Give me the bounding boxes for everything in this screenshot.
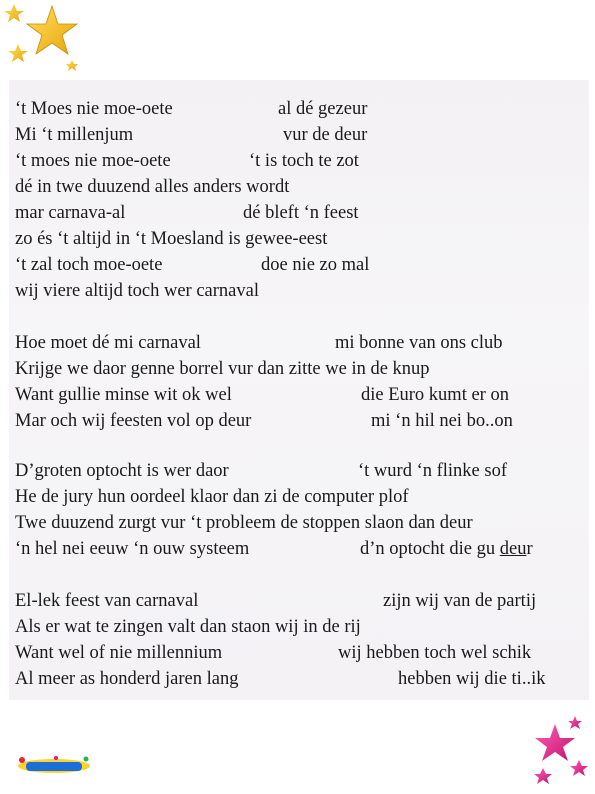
lyric-text: Mar och wij feesten vol op deur <box>15 411 252 431</box>
lyric-line <box>15 148 585 174</box>
lyric-line <box>15 200 585 226</box>
lyric-line <box>15 458 585 484</box>
lyric-text: ‘t zal toch moe-oete <box>15 255 163 275</box>
lyric-text-right: zijn wij van de partij <box>383 591 537 611</box>
pink-star-small <box>534 768 552 784</box>
lyric-text: Krijge we daor genne borrel vur dan zitte we in de knup <box>15 359 430 379</box>
lyric-text: Want wel of nie millennium <box>15 643 223 663</box>
lyric-text-right: vur de deur <box>283 125 368 145</box>
lyric-line <box>15 640 585 666</box>
lyric-line <box>15 588 585 614</box>
gold-stars-icon <box>0 0 90 80</box>
lyric-text-right: mi bonne van ons club <box>335 333 503 353</box>
lyric-text: El-lek feest van carnaval <box>15 591 199 611</box>
lyric-text-right: dé bleft ‘n feest <box>243 203 359 223</box>
lyric-text: ‘t moes nie moe-oete <box>15 151 171 171</box>
lyric-text-right: ‘t is toch te zot <box>249 151 359 171</box>
pink-star-small <box>568 716 582 729</box>
lyric-text: dé in twe duuzend alles anders wordt <box>15 177 290 197</box>
lyric-text-right: mi ‘n hil nei bo..on <box>371 411 513 431</box>
lyric-text: ‘n hel nei eeuw ‘n ouw systeem <box>15 539 250 559</box>
lyric-line <box>15 278 585 304</box>
gold-star-tiny <box>66 60 78 71</box>
lyric-text: ‘t Moes nie moe-oete <box>15 99 173 119</box>
lyric-text: mar carnava-al <box>15 203 126 223</box>
lyric-line <box>15 408 585 434</box>
lyric-line <box>15 356 585 382</box>
gold-star-small <box>8 44 28 62</box>
lyric-line <box>15 510 585 536</box>
lyric-text-right: wij hebben toch wel schik <box>338 643 532 663</box>
pink-star-large <box>535 724 575 761</box>
lyric-text: Al meer as honderd jaren lang <box>15 669 239 689</box>
lyric-line <box>15 330 585 356</box>
lyric-text: zo és ‘t altijd in ‘t Moesland is gewee-eest <box>15 229 328 249</box>
site-logo-icon <box>16 754 92 776</box>
lyric-text: Want gullie minse wit ok wel <box>15 385 232 405</box>
lyric-line <box>15 174 585 200</box>
stanza <box>15 330 585 434</box>
lyric-text-right: doe nie zo mal <box>261 255 370 275</box>
lyric-line <box>15 226 585 252</box>
stanza <box>15 96 585 304</box>
lyric-line <box>15 536 585 562</box>
lyric-text: Twe duuzend zurgt vur ‘t probleem de stoppen slaon dan deur <box>15 513 473 533</box>
pink-star-small <box>570 760 588 776</box>
lyric-text-right: d’n optocht die gu deur <box>360 539 533 559</box>
lyric-line <box>15 96 585 122</box>
lyric-text-right: al dé gezeur <box>278 99 368 119</box>
pink-stars-icon <box>515 712 595 792</box>
lyric-text: wij viere altijd toch wer carnaval <box>15 281 259 301</box>
lyric-text: He de jury hun oordeel klaor dan zi de computer plof <box>15 487 409 507</box>
lyric-text: Mi ‘t millenjum <box>15 125 134 145</box>
stanza <box>15 458 585 562</box>
lyric-line <box>15 666 585 692</box>
gold-star-large <box>27 6 77 54</box>
lyric-line <box>15 252 585 278</box>
lyric-line <box>15 614 585 640</box>
lyric-text: Hoe moet dé mi carnaval <box>15 333 201 353</box>
underlined-text: deu <box>499 539 527 559</box>
stanza <box>15 588 585 692</box>
lyric-line <box>15 484 585 510</box>
lyric-text-right: hebben wij die ti..ik <box>398 669 546 689</box>
lyric-text: D’groten optocht is wer daor <box>15 461 229 481</box>
lyric-line <box>15 122 585 148</box>
lyric-line <box>15 382 585 408</box>
lyric-text-right: die Euro kumt er on <box>361 385 509 405</box>
lyric-text-right: ‘t wurd ‘n flinke sof <box>358 461 507 481</box>
lyric-text: Als er wat te zingen valt dan staon wij in de rij <box>15 617 361 637</box>
gold-star-small <box>4 4 24 22</box>
